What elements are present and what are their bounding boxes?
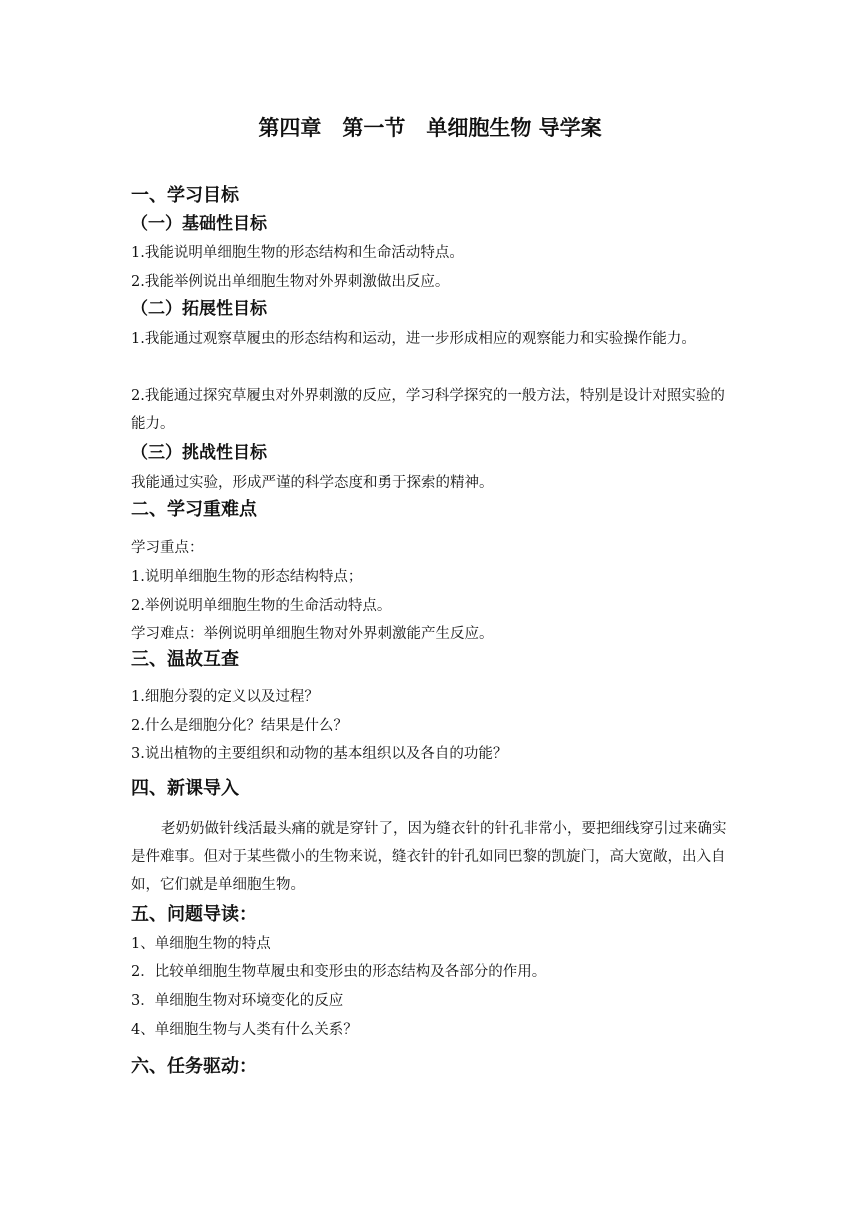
section-2-heading: 二、学习重难点 <box>131 499 257 520</box>
extended-goal-item: 2.我能通过探究草履虫对外界刺激的反应，学习科学探究的一般方法，特别是设计对照实验的能力。 <box>131 388 725 432</box>
guide-question: 3．单细胞生物对环境变化的反应 <box>131 993 344 1009</box>
key-points-label: 学习重点： <box>131 540 204 556</box>
key-point-item: 1.说明单细胞生物的形态结构特点； <box>131 569 363 585</box>
page-title: 第四章 第一节 单细胞生物 导学案 <box>258 116 602 140</box>
challenge-goal-item: 我能通过实验，形成严谨的科学态度和勇于探索的精神。 <box>131 475 494 491</box>
section-3-heading: 三、温故互查 <box>131 649 239 670</box>
section-4-heading: 四、新课导入 <box>131 778 239 799</box>
subsection-challenge-goals-heading: （三）挑战性目标 <box>131 443 267 463</box>
guide-question: 4、单细胞生物与人类有什么关系？ <box>131 1022 358 1038</box>
guide-question: 1、单细胞生物的特点 <box>131 936 271 952</box>
basic-goal-item: 1.我能说明单细胞生物的形态结构和生命活动特点。 <box>131 245 464 261</box>
subsection-extended-goals-heading: （二）拓展性目标 <box>131 299 267 319</box>
subsection-basic-goals-heading: （一）基础性目标 <box>131 214 267 234</box>
intro-paragraph: 老奶奶做针线活最头痛的就是穿针了，因为缝衣针的针孔非常小，要把细线穿引过来确实是件难事。但对于某些微小的生物来说，缝衣针的针孔如同巴黎的凯旋门，高大宽敞，出入自如，它们就是单细胞生物。 <box>131 821 727 893</box>
difficult-point: 学习难点：举例说明单细胞生物对外界刺激能产生反应。 <box>131 626 494 642</box>
section-1-heading: 一、学习目标 <box>131 185 239 206</box>
guide-question: 2．比较单细胞生物草履虫和变形虫的形态结构及各部分的作用。 <box>131 964 547 980</box>
review-question: 3.说出植物的主要组织和动物的基本组织以及各自的功能？ <box>131 746 508 762</box>
section-5-heading: 五、问题导读： <box>131 904 257 925</box>
basic-goal-item: 2.我能举例说出单细胞生物对外界刺激做出反应。 <box>131 274 450 290</box>
extended-goal-item: 1.我能通过观察草履虫的形态结构和运动，进一步形成相应的观察能力和实验操作能力。 <box>131 331 696 347</box>
key-point-item: 2.举例说明单细胞生物的生命活动特点。 <box>131 598 392 614</box>
review-question: 1.细胞分裂的定义以及过程？ <box>131 689 319 705</box>
section-6-heading: 六、任务驱动： <box>131 1056 257 1077</box>
review-question: 2.什么是细胞分化？结果是什么？ <box>131 718 348 734</box>
